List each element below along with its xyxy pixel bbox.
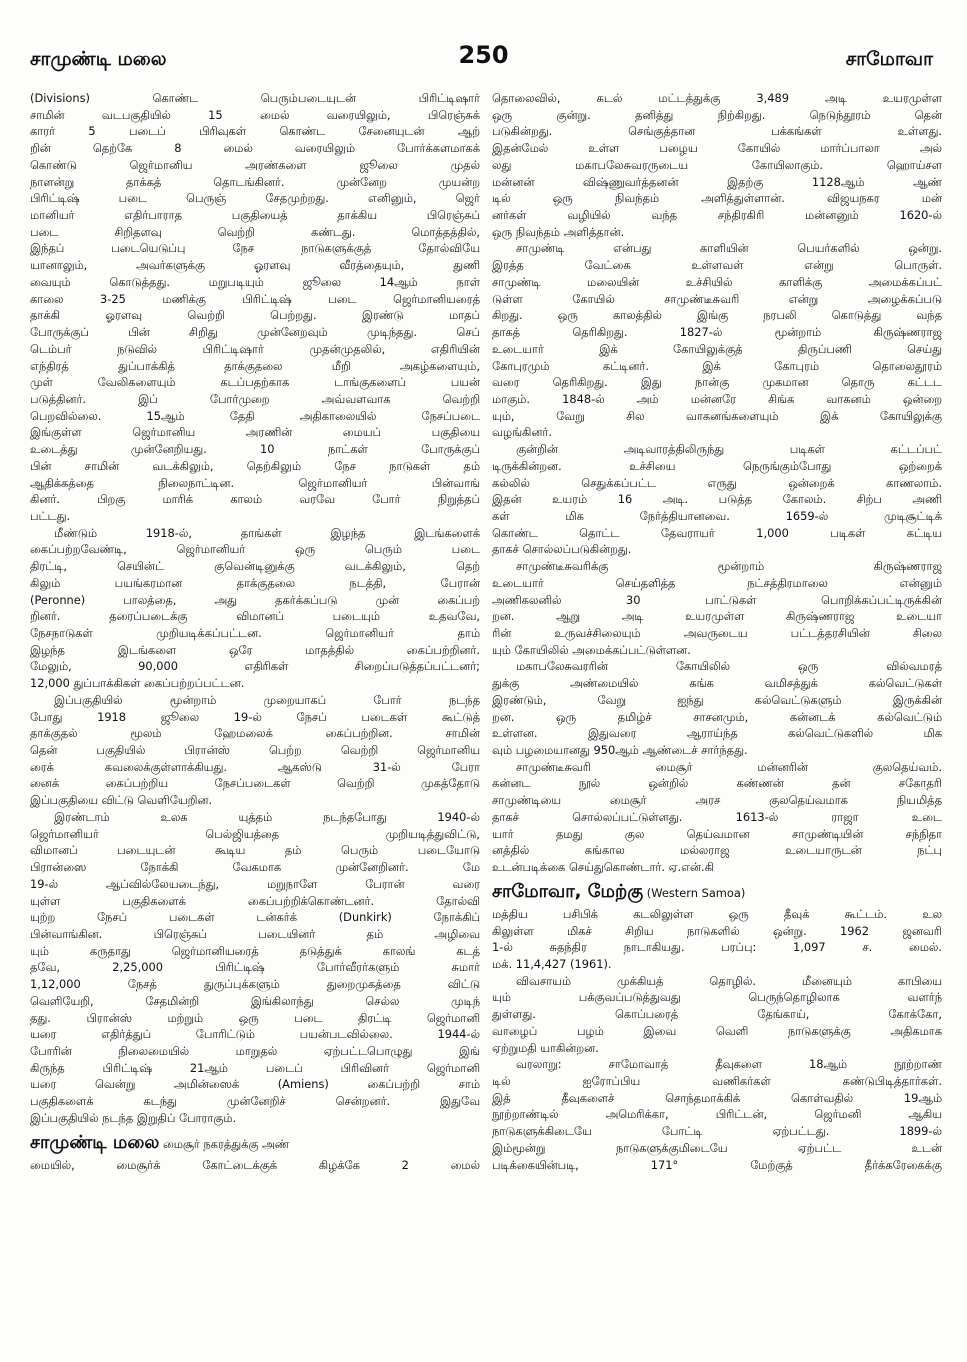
entry-text: (Western Samoa) (643, 885, 746, 900)
text-line: னர்கள் வழியில் வந்த சந்திரகிரி மன்னனும் 1620-ல் (492, 208, 942, 223)
text-line: இப்பகுதியில் நடந்த இறுதிப் போராகும். (30, 1110, 237, 1125)
text-line: வும் பழமையானது 950ஆம் ஆண்டைச் சார்ந்தது. (492, 743, 748, 758)
text-line: கினர். பிறகு மாரிக் காலம் வரவே போர் நிறுத்தப் (30, 492, 480, 507)
text-line: வழங்கினர். (492, 425, 552, 440)
text-line: இத் தீவுகளைச் சொந்தமாக்கிக் கொள்வதில் 19ஆம் (492, 1090, 942, 1105)
text-line: உடைத்து முன்னேறியது. 10 நாட்கள் போருக்குப் (30, 442, 480, 457)
text-line: மாகும். 1848-ல் அம் மன்னரே சிங்க வாகனம் ஒன்றை (492, 391, 942, 406)
text-line: இப்பகுதியை விட்டு வெளியேறின. (30, 793, 213, 808)
text-line: பிரிட்டிஷ் படை பெருஞ் சேதமுற்றது. எனினும், ஜெர் (30, 191, 480, 206)
text-line: யரை எதிர்த்துப் போரிட்டும் பயன்படவில்லை. 1944-ல் (30, 1027, 480, 1042)
running-head-left: சாமுண்டி மலை (30, 48, 167, 70)
left-column (30, 90, 480, 1173)
text-line: கோபுரமும் கட்டினர். இக் கோபுரம் தொலைதூரம் (492, 358, 942, 373)
text-line: நூற்றாண்டில் அமெரிக்கா, பிரிட்டன், ஜெர்மனி ஆகிய (492, 1107, 942, 1122)
text-line: டிருக்கின்றன. உச்சியை நெருங்கும்போது ஒற்றைக் (492, 458, 942, 473)
text-line: சாமுண்டி என்பது காளியின் பெயர்களில் ஒன்று. (516, 241, 942, 256)
text-line: தாகச் சொல்லப்படுகின்றது. (492, 542, 632, 557)
text-line: சாமுண்டியை மைசூர் அரச குலதெய்வமாக நியமித்த (492, 793, 942, 808)
text-line: தாகத் தெரிகிறது. 1827-ல் மூன்றாம் கிருஷ்ணராஜ (492, 325, 942, 340)
entry-term: சாமோவா, மேற்கு (492, 880, 644, 902)
text-line: யானாலும், அவர்களுக்கு ஓரளவு வீரத்தையும், துணி (30, 258, 480, 273)
text-line: பின்வாங்கின. பிரெஞ்சுப் படையினர் தம் அழிவை (30, 926, 480, 941)
text-line: இதன்மேல் உள்ள பழைய கோயில் மார்ப்பாலா அல் (492, 141, 942, 156)
text-line: உள்ளன. இதுவரை ஆராய்ந்த கல்வெட்டுகளில் மிக (492, 726, 942, 741)
text-line: சாமுண்டீசுவரிக்கு மூன்றாம் கிருஷ்ணராஜ (516, 559, 942, 574)
text-line: இங்குள்ள ஜெர்மானிய அரணின் மையப் பகுதியை (30, 425, 480, 440)
text-line: பெறவில்லை. 15ஆம் தேதி அதிகாலையில் நேசப்படை (30, 408, 480, 423)
text-line: தொலைவில், கடல் மட்டத்துக்கு 3,489 அடி உயரமுள்ள (492, 91, 942, 105)
text-line: இரத்த வேட்கை உள்ளவள் என்று பொருள். (492, 258, 942, 273)
text-line: கிலும் பயங்கரமான தாக்குதலை நடத்தி, பேரான் (30, 575, 480, 590)
text-line: ரைக் கவலைக்குள்ளாக்கியது. ஆகஸ்டு 31-ல் பேரா (30, 759, 480, 774)
text-line: றன. ஒரு தமிழ்ச் சாசனமும், கன்னடக் கல்வெட்டும் (492, 709, 942, 724)
text-line: சாமுண்டீசுவரி மைசூர் மன்னரின் குலதெய்வம். (516, 759, 942, 774)
text-line: கைப்பற்றவேண்டி, ஜெர்மானியர் ஒரு பெரும் படை (30, 542, 480, 557)
text-line: வாழைப் பழம் இவை வெளி நாடுகளுக்கு அதிகமாக (492, 1023, 942, 1038)
text-line: துள்ளது. கொப்பரைத் தேங்காய், கோக்கோ, (492, 1007, 942, 1022)
text-line: டெம்பர் நடுவில் பிரிட்டிஷார் முதன்முதலில், எதிரியின் (30, 341, 480, 356)
text-line: நேசநாடுகள் முறியடிக்கப்பட்டன. ஜெர்மானியர் தாம் (30, 626, 480, 640)
text-line: சாமுண்டி மலையின் உச்சியில் காளிக்கு அமைக்கப்பட் (492, 274, 942, 289)
text-line: 12,000 துப்பாக்கிகள் கைப்பற்றப்பட்டன. (30, 676, 245, 691)
text-line: துக்கு அண்மையில் கங்க வமிசத்துக் கல்வெட்டுகள் (492, 676, 942, 691)
text-line: மேலும், 90,000 எதிரிகள் சிறைப்படுத்தப்பட்டனர்; (30, 659, 480, 674)
text-line: யுற்ற நேசப் படைகள் டன்கர்க் (Dunkirk) நோக்கிப் (30, 910, 480, 925)
text-line: தவே, 2,25,000 பிரிட்டிஷ் போர்வீரர்களும் சுமார் (30, 960, 480, 975)
text-line: யும் பக்குவப்படுத்துவது பெருந்தொழிலாக வளர்ந் (492, 990, 942, 1005)
text-line: எந்திரத் துப்பாக்கித் தாக்குதலை மீறி அகழ்களையும், (30, 358, 480, 373)
text-line: யுள்ள பகுதிகளைக் கைப்பற்றிக்கொண்டனர். தோல்வி (30, 893, 480, 908)
text-line: லது மகாபலேசுவரருடைய கோயிலாகும். ஹொய்சள (492, 157, 942, 172)
right-column (492, 90, 942, 1173)
text-line: பகுதிகளைக் கடந்து முன்னேறிச் சென்றனர். இதுவே (30, 1094, 480, 1109)
text-line: இம்மூன்று நாடுகளுக்குமிடையே ஏற்பட்ட உடன் (492, 1140, 942, 1155)
text-line: விவசாயம் முக்கியத் தொழில். மீனையும் காபியை (516, 973, 942, 988)
page-number: 250 (458, 41, 509, 69)
text-line: போது 1918 ஜூலை 19-ல் நேசப் படைகள் கூட்டுத் (30, 709, 480, 724)
text-line: யும், வேறு சில வாகனங்களையும் இக் கோயிலுக்கு (492, 408, 942, 423)
running-head-right: சாமோவா (845, 48, 933, 70)
text-line: னத்தில் கங்கால மல்லராஜ உடையாருடன் நட்பு (492, 843, 942, 858)
text-line: படுகின்றது. செங்குத்தான பக்கங்கள் உள்ளது. (492, 124, 942, 139)
text-line: அணிகலனில் 30 பாட்டுகள் பொறிக்கப்பட்டிருக்கின் (492, 592, 942, 607)
entry-text: மைசூர் நகரத்துக்கு அண் (159, 1136, 290, 1151)
text-line: போருக்குப் பின் சிறிது முன்னேறவும் முடிந்தது. செப் (30, 325, 480, 340)
text-line: மத்திய பசிபிக் கடலிலுள்ள ஒரு தீவுக் கூட்டம். உல (492, 906, 942, 921)
text-line: போரின் நிலைமையில் மாறுதல் ஏற்பட்டபொழுது இங் (30, 1043, 480, 1058)
text-line: பின் சாமின் வடக்கிலும், தெற்கிலும் நேச நாடுகள் தம் (30, 458, 480, 473)
text-line: கன்னட நூல் ஒன்றில் கண்ணன் தன் சகோதரி (492, 776, 942, 791)
entry-heading (30, 1130, 480, 1156)
text-line: யும் கோயிலில் அமைக்கப்பட்டுள்ளன. (492, 642, 691, 657)
text-line: டில் ஒரு நிவந்தம் அளித்துள்ளான். விஜயநகர மன் (492, 191, 942, 206)
text-line: கொண்ட தொட்ட தேவராயர் 1,000 படிகள் கட்டிய (492, 525, 942, 540)
text-line: கிறது. ஒரு காலத்தில் இங்கு நரபலி கொடுத்து வந்த (492, 308, 942, 323)
text-line: ரின் உருவச்சிலையும் அவருடைய பட்டத்தரசியின் சிலை (492, 626, 942, 640)
text-line: மீண்டும் 1918-ல், தாங்கள் இழந்த இடங்களைக் (54, 525, 480, 540)
text-line: யும் கருதாது ஜெர்மானியரைத் தடுத்துக் காலங் கடத் (30, 943, 480, 958)
text-line: (Divisions) கொண்ட பெரும்படையுடன் பிரிட்டிஷார் (30, 91, 480, 105)
text-line: தாக்கி ஓரளவு வெற்றி பெற்றது. இரண்டு மாதப் (30, 308, 480, 323)
text-line: இந்தப் படையெடுப்பு நேச நாடுகளுக்குத் தோல்வியே (30, 241, 480, 256)
text-line: பிரான்ஸை நோக்கி வேகமாக முன்னேறினர். மே (30, 860, 480, 875)
text-line: காரர் 5 படைப் பிரிவுகள் கொண்ட சேனையுடன் ஆற் (30, 124, 480, 139)
text-line: யரை வென்று அமின்ஸைக் (Amiens) கைப்பற்றி சாம் (30, 1077, 480, 1092)
text-line: இப்பகுதியில் மூன்றாம் முறையாகப் போர் நடந்த (54, 692, 480, 707)
text-line: நாளன்று தாக்கத் தொடங்கினர். முன்னேற முயன்ற (30, 174, 480, 189)
text-line: உடன்படிக்கை செய்துகொண்டார். ஏ.என்.கி (492, 860, 714, 875)
text-line: கள் மிக நேர்த்தியானவை. 1659-ல் முடிசூட்டிக் (492, 508, 942, 523)
text-line: தாக்குதல் மூலம் ஹேமலைக் கைப்பற்றின. சாமின் (30, 726, 480, 741)
text-line: முள் வேலிகளையும் கடப்பதற்காக டாங்குகளைப் பயன் (30, 375, 480, 390)
text-line: னைக் கைப்பற்றிய நேசப்படைகள் வெற்றி முகத்தோடு (30, 776, 480, 791)
text-line: மகாபலேசுவரரின் கோயிலில் ஒரு வில்வமரத் (516, 659, 942, 674)
text-line: (Peronne) பாலத்தை, அது தகர்க்கப்படு முன் கைப்பற் (30, 592, 480, 607)
text-line: 1,12,000 நேசத் துருப்புக்களும் துறைமுகத்தை விட்டு (30, 977, 480, 992)
text-line: ஜெர்மானியர் பெல்ஜியத்தை முறியடித்துவிட்டு, (30, 826, 480, 841)
text-line: நாடுகளுக்கிடையே போட்டி ஏற்பட்டது. 1899-ல் (492, 1124, 942, 1139)
text-line: றன. ஆறு அடி உயரமுள்ள கிருஷ்ணராஜ உடையா (492, 609, 942, 624)
entry-term: சாமுண்டி மலை (30, 1131, 160, 1153)
text-line: குன்றின் அடிவாரத்திலிருந்து படிகள் கட்டப்பட் (516, 442, 942, 457)
text-line: 19-ல் ஆப்வில்லேயடைந்து, மறுநாளே பேரான் வரை (30, 876, 480, 891)
text-line: இழந்த இடங்களை ஒரே மாதத்தில் கைப்பற்றினர். (30, 642, 480, 657)
text-line: காலை 3-25 மணிக்கு பிரிட்டிஷ் படை ஜெர்மானியரைத் (30, 291, 480, 306)
text-line: 1-ல் சுதந்திர நாடாகியது. பரப்பு: 1,097 ச. மைல். (492, 940, 942, 955)
text-line: றின் தெற்கே 8 மைல் வரையிலும் போர்க்களமாகக் (30, 141, 480, 156)
text-line: சாமின் வடபகுதியில் 15 மைல் வரையிலும், பிரெஞ்சுக் (30, 107, 480, 122)
text-line: பட்டது. (30, 508, 71, 523)
text-line: மன்னன் விஷ்ணுவர்த்தனன் இதற்கு 1128ஆம் ஆண் (492, 174, 942, 189)
entry-heading (492, 879, 942, 905)
text-line: ஆதிக்கத்தை நிலைநாட்டின. ஜெர்மானியர் பின்வாங் (30, 475, 480, 490)
text-line: வரை தெரிகிறது. இது நான்கு முகமான தொரு கட்டட (492, 375, 942, 390)
text-line: உடையார் செய்தளித்த நட்சத்திரமாலை என்னும் (492, 575, 942, 590)
text-line: கிருந்த பிரிட்டிஷ் 21ஆம் படைப் பிரிவினர் ஜெர்மானி (30, 1060, 480, 1075)
text-line: ஏற்றுமதி யாகின்றன. (492, 1040, 599, 1055)
text-line: உடையார் இக் கோயிலுக்குத் திருப்பணி செய்து (492, 341, 942, 356)
text-line: விமானப் படையுடன் கூடிய தம் பெரும் படையோடு (30, 843, 480, 858)
text-line: படுத்தினர். இப் போர்முறை அவ்வளவாக வெற்றி (30, 391, 480, 406)
text-line: கல்லில் செதுக்கப்பட்ட எருது ஒன்றைக் காணலாம். (492, 475, 942, 490)
text-line: வையும் கொடுத்தது. மறுபடியும் ஜூலை 14ஆம் நாள் (30, 274, 480, 289)
text-line: யார் தமது குல தெய்வமான சாமுண்டியின் சந்நிதா (492, 826, 942, 841)
text-line: டில் ஐரோப்பிய வணிகர்கள் கண்டுபிடித்தார்கள். (492, 1073, 942, 1088)
text-line: இரண்டும், வேறு ஐந்து கல்வெட்டுகளும் இருக்கின் (492, 692, 942, 707)
text-line: இதன் உயரம் 16 அடி. படுத்த கோலம். சிற்ப அணி (492, 492, 942, 507)
text-line: டுள்ள கோயில் சாமுண்டீசுவரி என்று அழைக்கப்படு (492, 291, 942, 306)
text-line: தாகச் சொல்லப்பட்டுள்ளது. 1613-ல் ராஜா உடை (492, 809, 942, 824)
text-line: ஒரு நிவந்தம் அளித்தான். (492, 224, 625, 239)
text-line: ஒரு குன்று. தனித்து நிற்கிறது. நெடுந்தூரம் தென் (492, 107, 942, 122)
text-line: மானியர் எதிர்பாராத பகுதியைத் தாக்கிய பிரெஞ்சுப் (30, 208, 480, 223)
text-line: றினர். தரைப்படைக்கு விமானப் படையும் உதவவே, (30, 609, 480, 624)
text-line: மையில், மைசூர்க் கோட்டைக்குக் கிழக்கே 2 மைல் (30, 1157, 480, 1172)
text-line: கொண்டு ஜெர்மானிய அரண்களை ஜூலை முதல் (30, 157, 480, 172)
text-line: திரட்டி, செயின்ட் குவென்டினுக்கு வடக்கிலும், தெற் (30, 559, 480, 574)
text-line: இரண்டாம் உலக யுத்தம் நடந்தபோது 1940-ல் (54, 809, 480, 824)
text-line: வரலாறு: சாமோவாத் தீவுகளை 18ஆம் நூற்றாண் (516, 1057, 942, 1072)
text-line: வெளியேறி, சேதமின்றி இங்கிலாந்து செல்ல முடிந் (30, 993, 480, 1008)
text-line: படை சிறிதளவு வெற்றி கண்டது. மொத்தத்தில், (30, 224, 480, 239)
text-line: கிலுள்ள மிகச் சிறிய நாடுகளில் ஒன்று. 1962 ஜனவரி (492, 923, 942, 938)
text-line: மக். 11,4,427 (1961). (492, 956, 612, 971)
text-line: தென் பகுதியில் பிரான்ஸ் பெற்ற வெற்றி ஜெர்மானிய (30, 743, 480, 758)
text-line: படிக்கையின்படி, 171° மேற்குத் தீர்க்கரேகைக்கு (492, 1157, 942, 1172)
text-line: தது. பிரான்ஸ் மற்றும் ஒரு படை திரட்டி ஜெர்மானி (30, 1010, 480, 1025)
